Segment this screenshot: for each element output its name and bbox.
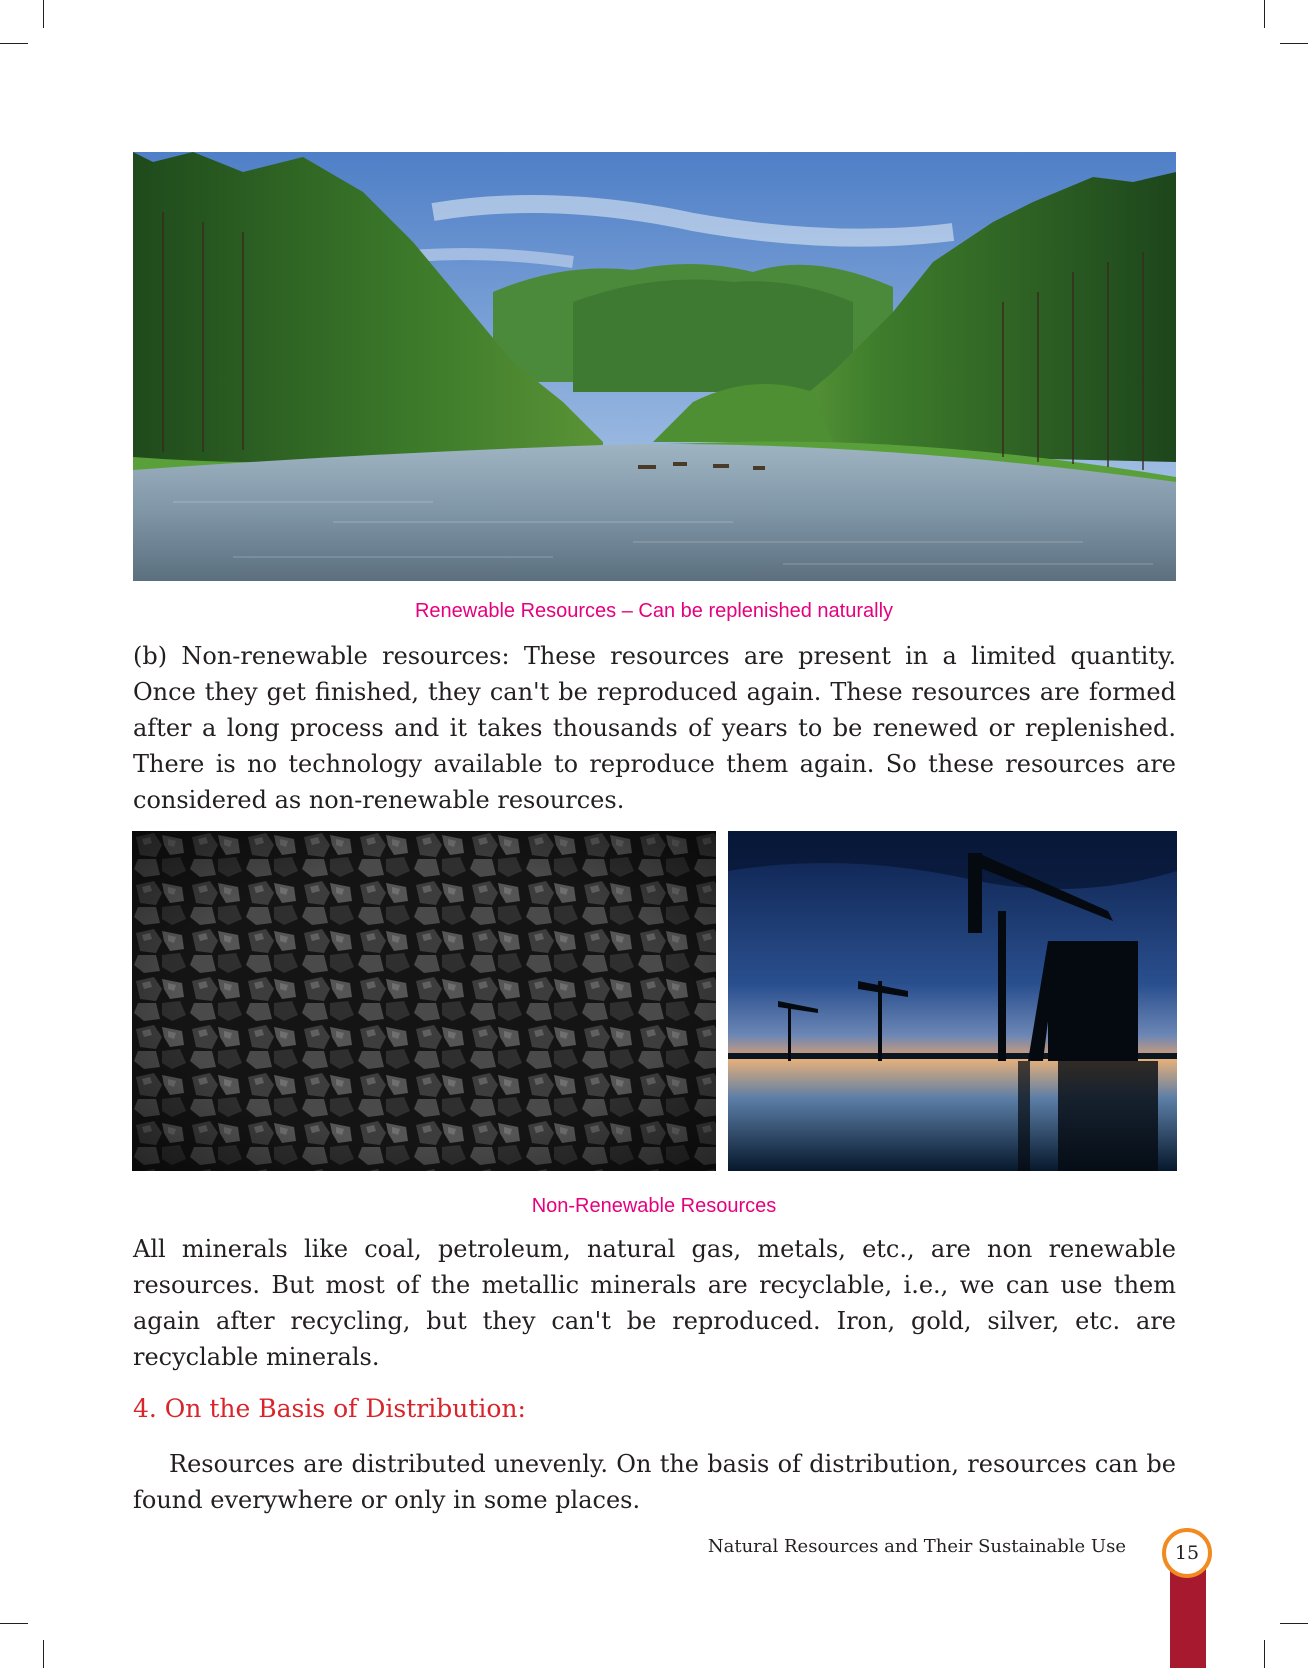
crop-mark-top-left-v: [43, 0, 44, 28]
crop-mark-bottom-left-v: [43, 1640, 44, 1668]
nonrenewable-caption: Non-Renewable Resources: [531, 1195, 777, 1217]
chapter-title-footer: Natural Resources and Their Sustainable Use: [707, 1536, 1126, 1557]
section-heading: 4. On the Basis of Distribution:: [133, 1394, 526, 1423]
crop-mark-bottom-right-h: [1280, 1623, 1308, 1624]
oil-pump-photo: [728, 831, 1177, 1171]
minerals-paragraph: All minerals like coal, petroleum, natural gas, metals, etc., are non renewable resources. But most of the metallic minerals are recyclable, i.e., we can use them again after recycling, but they can't be reproduced. Iron, gold, silver, etc. are recyclable minerals.: [133, 1235, 1176, 1371]
distribution-paragraph: Resources are distributed unevenly. On the basis of distribution, resources can be found everywhere or only in some places.: [133, 1450, 1176, 1514]
crop-mark-top-left-h: [0, 43, 28, 44]
lake-forest-photo: [133, 152, 1176, 581]
crop-mark-bottom-left-h: [0, 1623, 28, 1624]
renewable-caption: Renewable Resources – Can be replenished naturally: [414, 600, 894, 622]
nonrenewable-paragraph: (b) Non-renewable resources: These resources are present in a limited quantity. Once they get finished, they can't be reproduced again. These resources are formed after a long process and it takes thousands of years to be renewed or replenished. There is no technology available to reproduce them again. So these resources are considered as non-renewable resources.: [133, 642, 1176, 814]
crop-mark-bottom-right-v: [1264, 1640, 1265, 1668]
coal-photo: [132, 831, 716, 1171]
page-number: 15: [1162, 1528, 1212, 1578]
crop-mark-top-right-h: [1280, 43, 1308, 44]
crop-mark-top-right-v: [1264, 0, 1265, 28]
